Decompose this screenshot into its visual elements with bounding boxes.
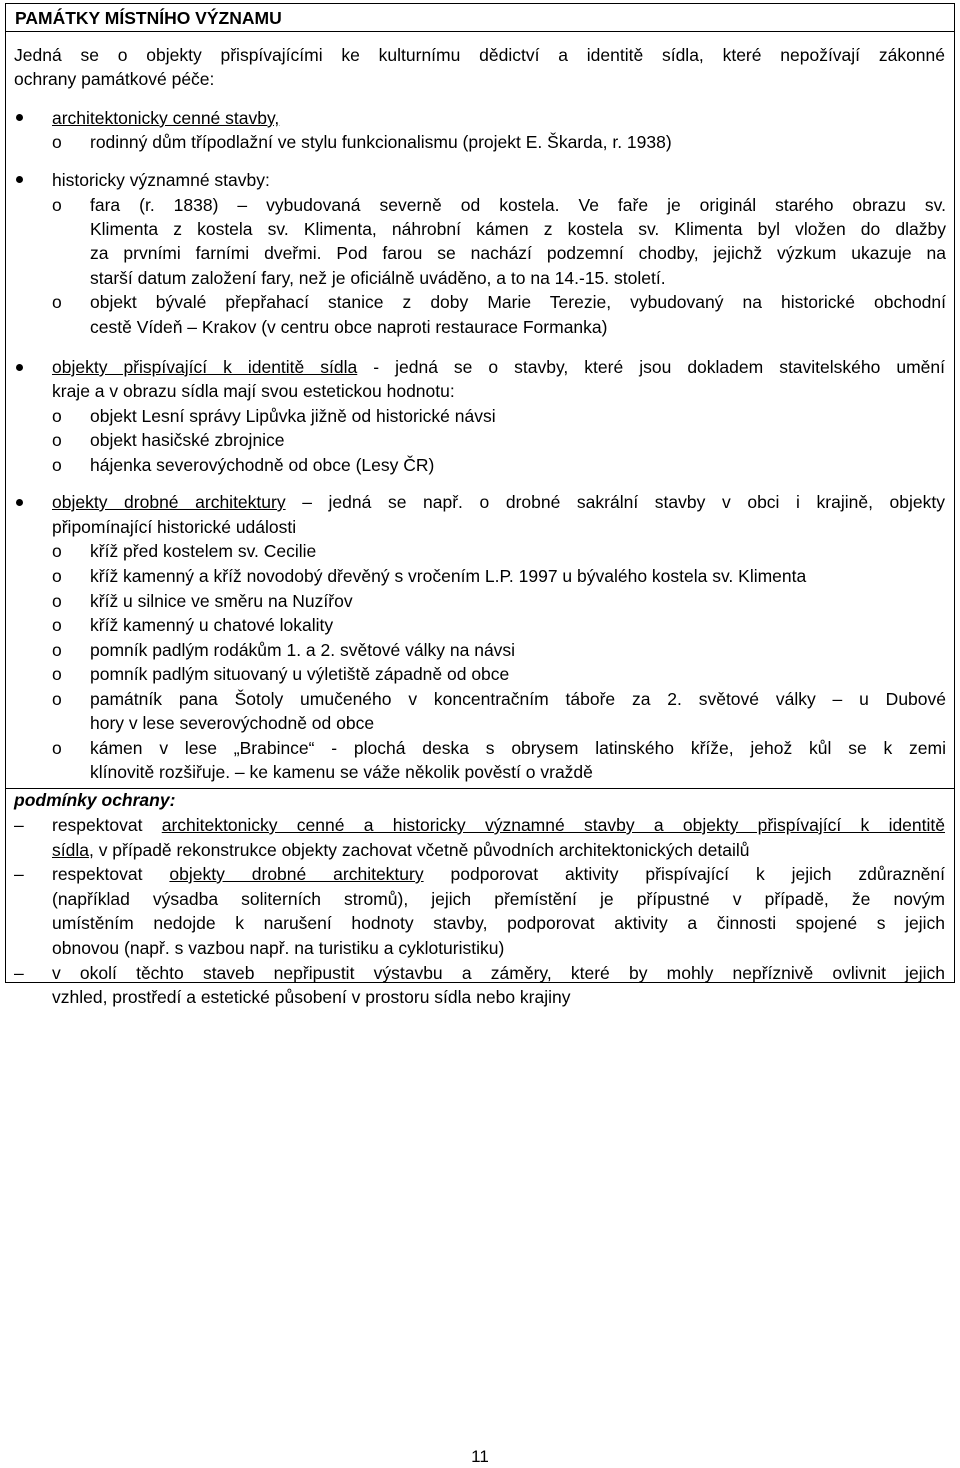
condition-3-line: vzhled, prostředí a estetické působení v prostoru sídla nebo krajiny xyxy=(52,987,571,1007)
heading-box xyxy=(5,3,955,32)
sec3-item: hájenka severovýchodně od obce (Lesy ČR) xyxy=(90,455,435,475)
sec4-item: pomník padlým situovaný u výletiště západně od obce xyxy=(90,664,510,684)
pamatnik-line: památník pana Šotoly umučeného v koncentračním táboře za 2. světové války – u Dubové xyxy=(90,689,946,709)
sec4-rest: – jedná se např. o drobné sakrální stavby v obci i krajině, objekty xyxy=(285,492,945,512)
circle-marker: o xyxy=(52,195,62,215)
circle-marker: o xyxy=(52,689,62,709)
sec3-item: objekt Lesní správy Lipůvka jižně od historické návsi xyxy=(90,406,496,426)
dash-marker: – xyxy=(14,864,24,884)
objekt-line: objekt bývalé přepřahací stanice z doby Marie Terezie, vybudovaný na historické obchodní xyxy=(90,292,946,312)
condition-2-line: (například výsadba soliterních stromů), jejich přemístění je přípustné v případě, že novým xyxy=(52,889,945,909)
sec4-title: objekty drobné architektury xyxy=(52,492,286,512)
sec3-item: objekt hasičské zbrojnice xyxy=(90,430,285,450)
fara-line: starší datum založení fary, než je oficiálně uváděno, a to na 14.-15. století. xyxy=(90,268,666,288)
dash-marker: – xyxy=(14,815,24,835)
sec2-title: historicky významné stavby: xyxy=(52,170,270,190)
page-heading: PAMÁTKY MÍSTNÍHO VÝZNAMU xyxy=(15,8,282,28)
sec1-item: rodinný dům třípodlažní ve stylu funkcionalismu (projekt E. Škarda, r. 1938) xyxy=(90,132,672,152)
bullet xyxy=(16,176,23,183)
circle-marker: o xyxy=(52,406,62,426)
condition-3-line: v okolí těchto staveb nepřipustit výstavbu a záměry, které by mohly nepříznivě ovlivnit jejich xyxy=(52,963,945,983)
c2-pre: respektovat xyxy=(52,864,170,884)
sec4-item: kříž kamenný a kříž novodobý dřevěný s vročením L.P. 1997 u bývalého kostela sv. Klimenta xyxy=(90,566,807,586)
bullet xyxy=(16,114,23,121)
kamen-line: kámen v lese „Brabince“ - plochá deska s obrysem latinského kříže, jehož kůl se k zemi xyxy=(90,738,946,758)
circle-marker: o xyxy=(52,738,62,758)
condition-2-line: umístěním nedojde k narušení hodnoty stavby, podporovat aktivity a činnosti spojené s jejich xyxy=(52,913,945,933)
circle-marker: o xyxy=(52,455,62,475)
circle-marker: o xyxy=(52,615,62,635)
circle-marker: o xyxy=(52,292,62,312)
dash-marker: – xyxy=(14,963,24,983)
c2-underlined: objekty drobné architektury xyxy=(169,864,424,884)
sec3-line-2: kraje a v obrazu sídla mají svou estetickou hodnotu: xyxy=(52,381,455,401)
bullet xyxy=(16,364,23,371)
bullet xyxy=(16,499,23,506)
condition-2-line-1 xyxy=(52,862,945,886)
sec4-item: kříž kamenný u chatové lokality xyxy=(90,615,334,635)
c1-pre: respektovat xyxy=(52,815,162,835)
conditions-title: podmínky ochrany: xyxy=(14,790,176,810)
objekt-line: cestě Vídeň – Krakov (v centru obce naproti restaurace Formanka) xyxy=(90,317,608,337)
condition-1-line-1 xyxy=(52,813,945,837)
circle-marker: o xyxy=(52,541,62,561)
circle-marker: o xyxy=(52,664,62,684)
sec3-title: objekty přispívající k identitě sídla xyxy=(52,357,358,377)
sec4-line-1 xyxy=(52,490,945,514)
fara-line: fara (r. 1838) – vybudovaná severně od kostela. Ve faře je originál starého obrazu sv. xyxy=(90,195,946,215)
sec1-title: architektonicky cenné stavby, xyxy=(52,108,280,128)
circle-marker: o xyxy=(52,591,62,611)
circle-marker: o xyxy=(52,566,62,586)
c1-post: , v případě rekonstrukce objekty zachovat včetně původních architektonických detailů xyxy=(88,840,750,860)
pamatnik-line: hory v lese severovýchodně od obce xyxy=(90,713,375,733)
condition-1-line-2 xyxy=(52,838,749,862)
page-number: 11 xyxy=(471,1447,489,1466)
fara-line: za prvními farními dveřmi. Pod farou se nachází podzemní chodby, jejichž výzkum ukazuje na xyxy=(90,243,946,263)
kamen-line: klínovitě rozšiřuje. – ke kamenu se váže několik pověstí o vraždě xyxy=(90,762,593,782)
sec4-item: kříž u silnice ve směru na Nuzířov xyxy=(90,591,353,611)
circle-marker: o xyxy=(52,430,62,450)
condition-2-line: obnovou (např. s vazbou např. na turistiku a cykloturistiku) xyxy=(52,938,505,958)
sec3-line-1 xyxy=(52,355,945,379)
c1-underlined: architektonicky cenné a historicky významné stavby a objekty přispívající k identitě xyxy=(161,815,945,835)
circle-marker: o xyxy=(52,640,62,660)
fara-line: Klimenta z kostela sv. Klimenta, náhrobní kámen z kostela sv. Klimenta byl vložen do dlažby xyxy=(90,219,946,239)
intro-line-2: ochrany památkové péče: xyxy=(14,69,215,89)
sec4-item: pomník padlým rodákům 1. a 2. světové války na návsi xyxy=(90,640,516,660)
sec4-line-2: připomínající historické události xyxy=(52,517,297,537)
circle-marker: o xyxy=(52,132,62,152)
intro-line-1: Jedná se o objekty přispívajícími ke kulturnímu dědictví a identitě sídla, které nepožívají zákonné xyxy=(14,45,945,65)
sec3-rest: - jedná se o stavby, které jsou dokladem stavitelského umění xyxy=(357,357,946,377)
c2-post: podporovat aktivity přispívající k jejich zdůraznění xyxy=(423,864,945,884)
sec4-item: kříž před kostelem sv. Cecilie xyxy=(90,541,317,561)
c1-underlined-2: sídla xyxy=(52,840,89,860)
